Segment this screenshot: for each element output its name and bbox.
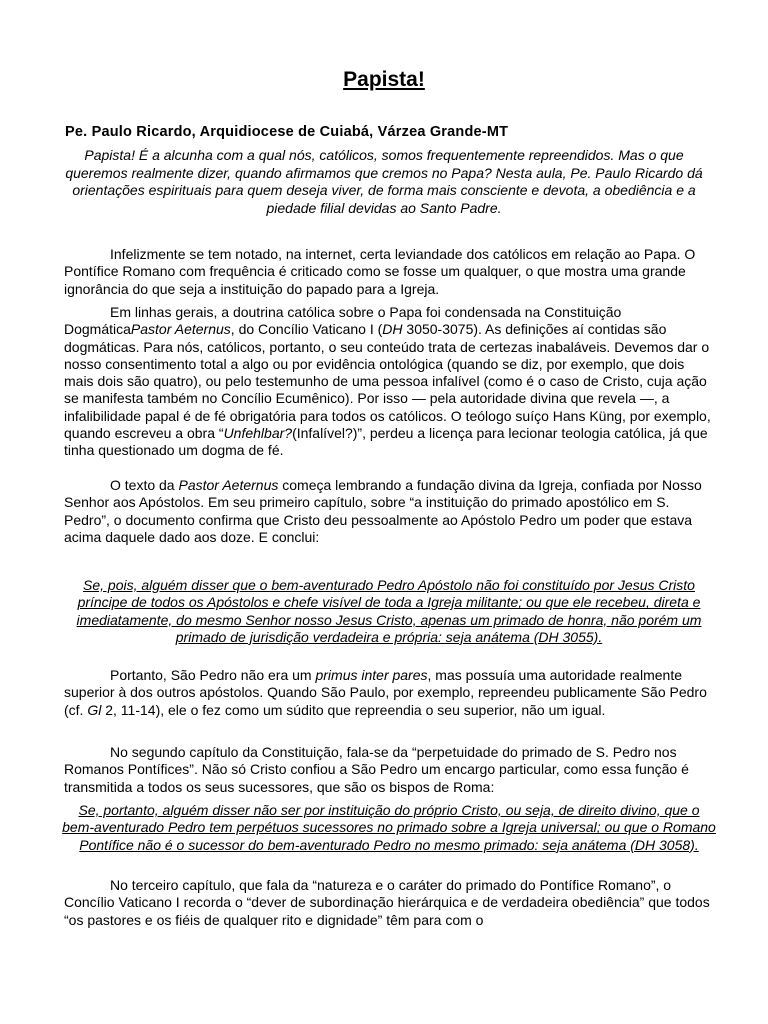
paragraph-4-text-c: , mas possuía uma autoridade realmente superior à dos outros apóstolos. Quando São Paulo, por exemplo, repreendeu publicamente São Pedro (cf.: [64, 667, 707, 718]
paragraph-6-text: No terceiro capítulo, que fala da “natureza e o caráter do primado do Pontífice Romano”, o Concílio Vaticano I recorda o “dever de subordinação hierárquica e de verdadeira obediência” que todos “os pastores e os fiéis de qualquer rito e dignidade” têm para com o: [64, 877, 710, 928]
document-title: Papista!: [343, 68, 425, 91]
paragraph-4-emphasis-primus-inter-pares: primus inter pares: [315, 667, 428, 683]
paragraph-1: [64, 246, 714, 298]
paragraph-4-text-e: 2, 11-14), ele o fez como um súdito que repreendia o seu superior, não um igual.: [101, 701, 606, 718]
paragraph-3-text-a: O texto da: [110, 477, 179, 493]
paragraph-2-emphasis-unfehlbar: Unfehlbar?: [223, 425, 293, 442]
paragraph-5-text: No segundo capítulo da Constituição, fala-se da “perpetuidade do primado de S. Pedro nos Romanos Pontífices”. Não só Cristo confiou a São Pedro um encargo particular, como essa função é transmitida a todos os seus sucessores, que são os bispos de Roma:: [64, 744, 689, 795]
abstract: Papista! É a alcunha com a qual nós, católicos, somos frequentemente repreendidos. Mas o que queremos realmente dizer, quando afirmamos que cremos no Papa? Nesta aula, Pe. Paulo Ricardo dá orientações espirituais para quem deseja viver, de forma mais consciente e devota, a obediência e a piedade filial devidas ao Santo Padre.: [65, 147, 703, 216]
paragraph-4: [64, 667, 714, 719]
paragraph-6: [64, 877, 714, 929]
paragraph-2: [64, 304, 714, 460]
paragraph-4-emphasis-gl: Gl: [87, 701, 102, 718]
paragraph-3-emphasis-pastor-aeternus: Pastor Aeternus: [178, 477, 279, 493]
paragraph-5: [64, 744, 714, 796]
paragraph-3-text-c: começa lembrando a fundação divina da Igreja, confiada por Nosso Senhor aos Apóstolos. Em seu primeiro capítulo, sobre “a instituição do primado apostólico em S. Pedro”, o documento confirma que Cristo deu pessoalmente ao Apóstolo Pedro um poder que estava acima daquele dado aos doze. E conclui:: [64, 477, 702, 545]
paragraph-4-text-a: Portanto, São Pedro não era um: [110, 667, 316, 683]
paragraph-2-text-e: 3050-3075). As definições aí contidas são dogmáticas. Para nós, católicos, portanto, o seu conteúdo trata de certezas inabaláveis. Devemos dar o nosso consentimento total a algo ou por evidência ontológica (quando se diz, por exemplo, que dois mais dois são quatro), ou pelo testemunho de uma pessoa infalível (como é o caso de Cristo, cuja ação se manifesta também no Concílio Ecumênico). Por isso — pela autoridade divina que revela —, a infalibilidade papal é de fé obrigatória para todos os católicos. O teólogo suíço Hans Küng, por exemplo, quando escreveu a obra “: [64, 321, 711, 442]
paragraph-3: [64, 477, 714, 546]
quote-dh-3055: Se, pois, alguém disser que o bem-aventurado Pedro Apóstolo não foi constituído por Jesus Cristo príncipe de todos os Apóstolos e chefe visível de toda a Igreja militante; ou que ele recebeu, direta e imediatamente, do mesmo Senhor nosso Jesus Cristo, apenas um primado de honra, não porém um primado de jurisdição verdadeira e própria: seja anátema (DH 3055).: [76, 577, 702, 645]
paragraph-2-text-c: , do Concílio Vaticano I (: [230, 321, 383, 338]
paragraph-1-text: Infelizmente se tem notado, na internet, certa leviandade dos católicos em relação ao Papa. O Pontífice Romano com frequência é criticado como se fosse um qualquer, o que mostra uma grande ignorância do que seja a instituição do papado para a Igreja.: [64, 246, 696, 297]
quote-dh-3058: Se, portanto, alguém disser não ser por instituição do próprio Cristo, ou seja, de direito divino, que o bem-aventurado Pedro tem perpétuos sucessores no primado sobre a Igreja universal; ou que o Romano Pontífice não é o sucessor do bem-aventurado Pedro no mesmo primado: seja anátema (DH 3058).: [62, 802, 716, 853]
paragraph-2-emphasis-dh: DH: [382, 321, 403, 338]
paragraph-2-text-g: (Infalível?)”, perdeu a licença para lecionar teologia católica, já que tinha questionado um dogma de fé.: [64, 425, 708, 459]
paragraph-2-text-a: Em linhas gerais, a doutrina católica sobre o Papa foi condensada na Constituição Dogmática: [64, 304, 622, 338]
paragraph-2-emphasis-pastor-aeternus: Pastor Aeternus: [130, 321, 231, 338]
author-line: Pe. Paulo Ricardo, Arquidiocese de Cuiabá, Várzea Grande-MT: [65, 124, 509, 140]
